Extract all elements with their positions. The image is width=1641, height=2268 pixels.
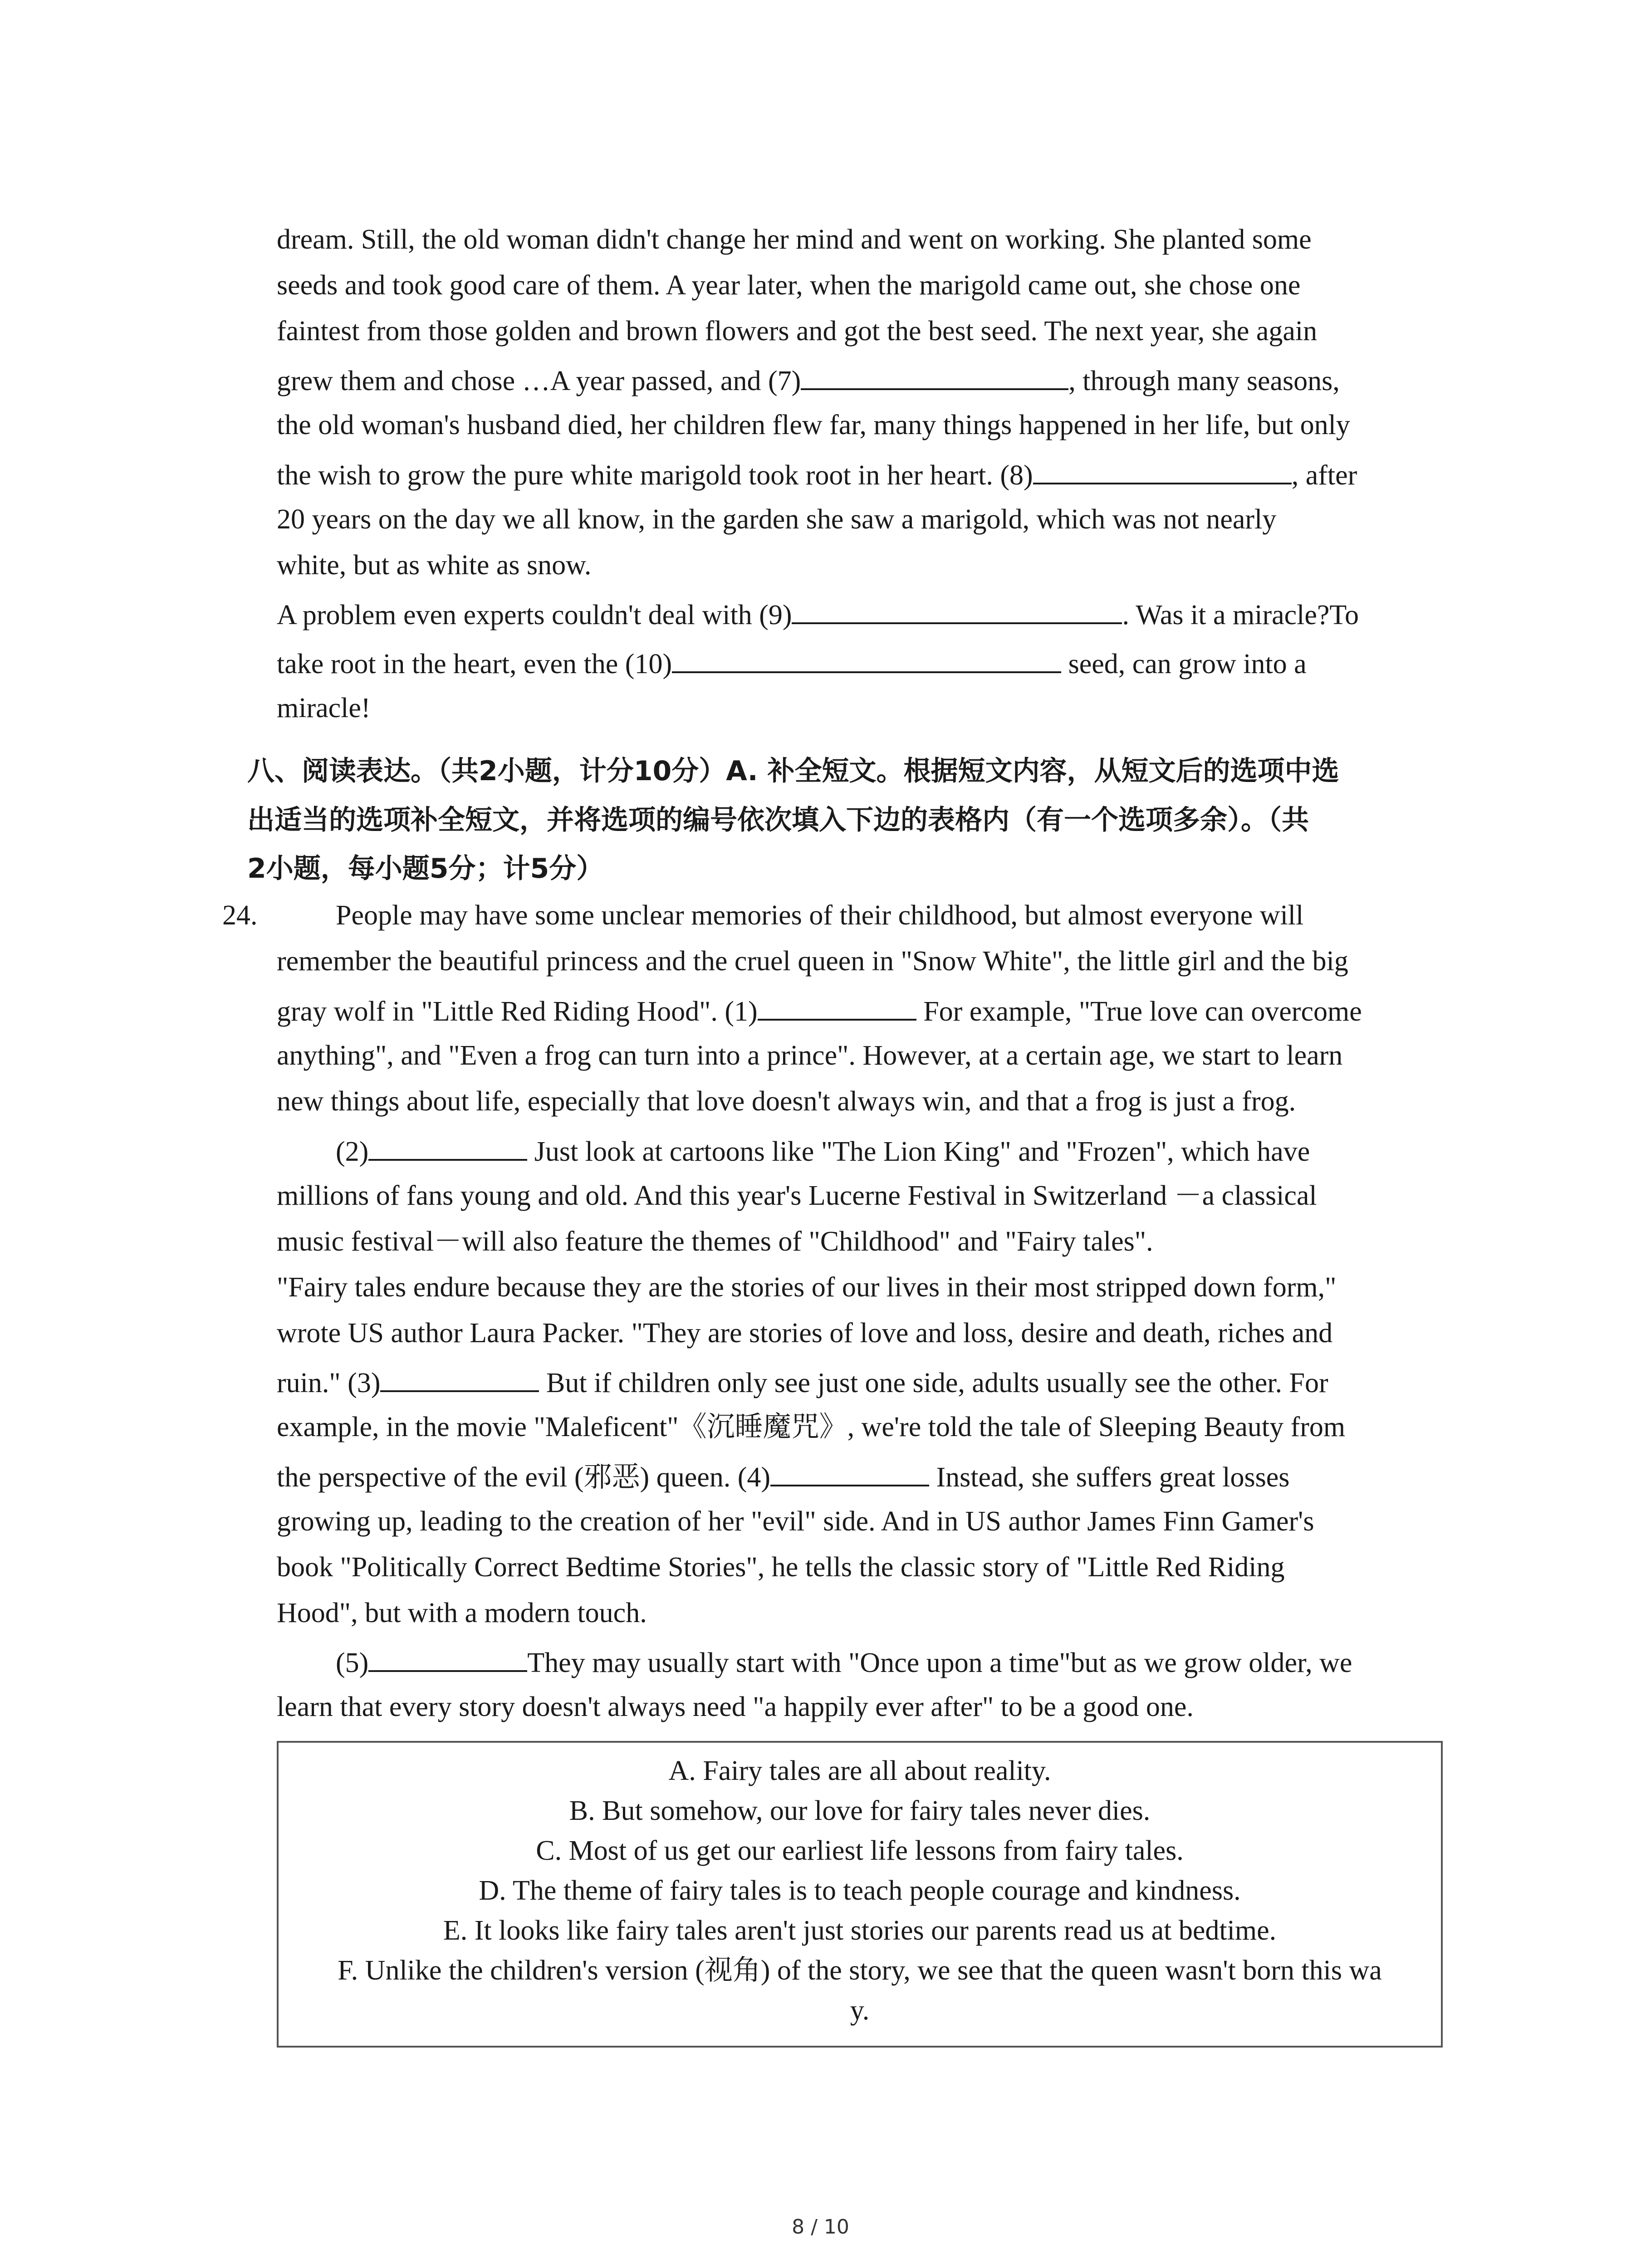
answer-blank-4[interactable] xyxy=(770,1457,929,1486)
option-e: E. It looks like fairy tales aren't just stories our parents read us at bedtime. xyxy=(443,1915,1277,1946)
option-b: B. But somehow, our love for fairy tales never dies. xyxy=(569,1795,1151,1826)
answer-blank-10[interactable] xyxy=(672,644,1061,673)
passage-line: Hood", but with a modern touch. xyxy=(277,1598,647,1628)
page-number: 8 / 10 xyxy=(792,2215,849,2239)
passage-line xyxy=(277,1457,1447,1496)
answer-blank-2[interactable] xyxy=(368,1132,527,1161)
passage-text: take root in the heart, even the (10) xyxy=(277,649,672,679)
answer-blank-7[interactable] xyxy=(801,361,1068,390)
passage-line xyxy=(277,361,1447,399)
passage-line xyxy=(277,595,1447,633)
question-number: 24. xyxy=(222,900,258,931)
passage-text: the wish to grow the pure white marigold took root in her heart. (8) xyxy=(277,460,1033,491)
passage-line xyxy=(277,644,1447,682)
passage-text: gray wolf in "Little Red Riding Hood". (1) xyxy=(277,996,758,1027)
passage-line: book "Politically Correct Bedtime Stories", he tells the classic story of "Little Red Riding xyxy=(277,1552,1285,1583)
passage-line: growing up, leading to the creation of her "evil" side. And in US author James Finn Gamer's xyxy=(277,1506,1314,1537)
passage-line: seeds and took good care of them. A year later, when the marigold came out, she chose one xyxy=(277,270,1301,301)
answer-blank-9[interactable] xyxy=(792,595,1122,624)
passage-text: They may usually start with "Once upon a time"but as we grow older, we xyxy=(527,1647,1352,1678)
option-c: C. Most of us get our earliest life lessons from fairy tales. xyxy=(536,1835,1184,1866)
option-d: D. The theme of fairy tales is to teach people courage and kindness. xyxy=(479,1875,1241,1906)
passage-text: (2) xyxy=(336,1136,369,1167)
options-box xyxy=(277,1741,1443,2048)
passage-text: (5) xyxy=(336,1647,369,1678)
passage-text: Instead, she suffers great losses xyxy=(929,1462,1290,1493)
passage-line: example, in the movie "Maleficent"《沉睡魔咒》, we're told the tale of Sleeping Beauty from xyxy=(277,1412,1346,1442)
passage-text: A problem even experts couldn't deal with (9) xyxy=(277,600,792,631)
passage-text: But if children only see just one side, adults usually see the other. For xyxy=(539,1368,1328,1398)
passage-line xyxy=(336,1132,1506,1170)
answer-blank-1[interactable] xyxy=(758,992,916,1021)
option-f: F. Unlike the children's version (视角) of the story, we see that the queen wasn't born this wa xyxy=(338,1955,1382,1986)
passage-line: millions of fans young and old. And this year's Lucerne Festival in Switzerland －a classical xyxy=(277,1180,1317,1211)
passage-line: 20 years on the day we all know, in the garden she saw a marigold, which was not nearly xyxy=(277,504,1277,535)
passage-line xyxy=(277,1363,1447,1401)
passage-line: new things about life, especially that love doesn't always win, and that a frog is just a frog. xyxy=(277,1086,1296,1117)
answer-blank-5[interactable] xyxy=(368,1643,527,1672)
passage-text: ruin." (3) xyxy=(277,1368,381,1398)
passage-line xyxy=(277,992,1447,1030)
passage-text: For example, "True love can overcome xyxy=(916,996,1362,1027)
passage-line: dream. Still, the old woman didn't change her mind and went on working. She planted some xyxy=(277,224,1312,255)
passage-line: the old woman's husband died, her children flew far, many things happened in her life, but only xyxy=(277,410,1350,440)
passage-line: white, but as white as snow. xyxy=(277,550,592,581)
passage-line: remember the beautiful princess and the cruel queen in "Snow White", the little girl and the big xyxy=(277,946,1348,977)
passage-text: Just look at cartoons like "The Lion King" and "Frozen", which have xyxy=(527,1136,1310,1167)
section-heading: 2小题，每小题5分；计5分） xyxy=(247,853,604,885)
passage-line: People may have some unclear memories of their childhood, but almost everyone will xyxy=(336,900,1304,931)
passage-line xyxy=(336,1643,1506,1681)
passage-text: seed, can grow into a xyxy=(1061,649,1307,679)
passage-line: anything", and "Even a frog can turn into a prince". However, at a certain age, we start to learn xyxy=(277,1040,1343,1071)
passage-text: , after xyxy=(1291,460,1357,491)
passage-line: faintest from those golden and brown flowers and got the best seed. The next year, she again xyxy=(277,316,1318,347)
passage-text: grew them and chose …A year passed, and (7) xyxy=(277,366,801,396)
section-heading: 八、阅读表达。（共2小题，计分10分）A. 补全短文。根据短文内容，从短文后的选项中选 xyxy=(247,755,1339,787)
section-heading: 出适当的选项补全短文，并将选项的编号依次填入下边的表格内（有一个选项多余）。（共 xyxy=(247,804,1309,836)
option-a: A. Fairy tales are all about reality. xyxy=(668,1755,1051,1786)
passage-line: learn that every story doesn't always need "a happily ever after" to be a good one. xyxy=(277,1691,1194,1722)
answer-blank-8[interactable] xyxy=(1033,455,1292,484)
passage-text: , through many seasons, xyxy=(1068,366,1340,396)
passage-line: wrote US author Laura Packer. "They are stories of love and loss, desire and death, riches and xyxy=(277,1318,1333,1349)
passage-line: "Fairy tales endure because they are the stories of our lives in their most stripped down form," xyxy=(277,1272,1337,1303)
passage-line: miracle! xyxy=(277,693,371,723)
passage-line xyxy=(277,455,1447,494)
passage-text: . Was it a miracle?To xyxy=(1122,600,1359,631)
option-f-continued: y. xyxy=(850,1995,870,2026)
passage-line: music festival－will also feature the themes of "Childhood" and "Fairy tales". xyxy=(277,1226,1153,1257)
answer-blank-3[interactable] xyxy=(380,1363,539,1392)
passage-text: the perspective of the evil (邪恶) queen. (4) xyxy=(277,1462,771,1493)
